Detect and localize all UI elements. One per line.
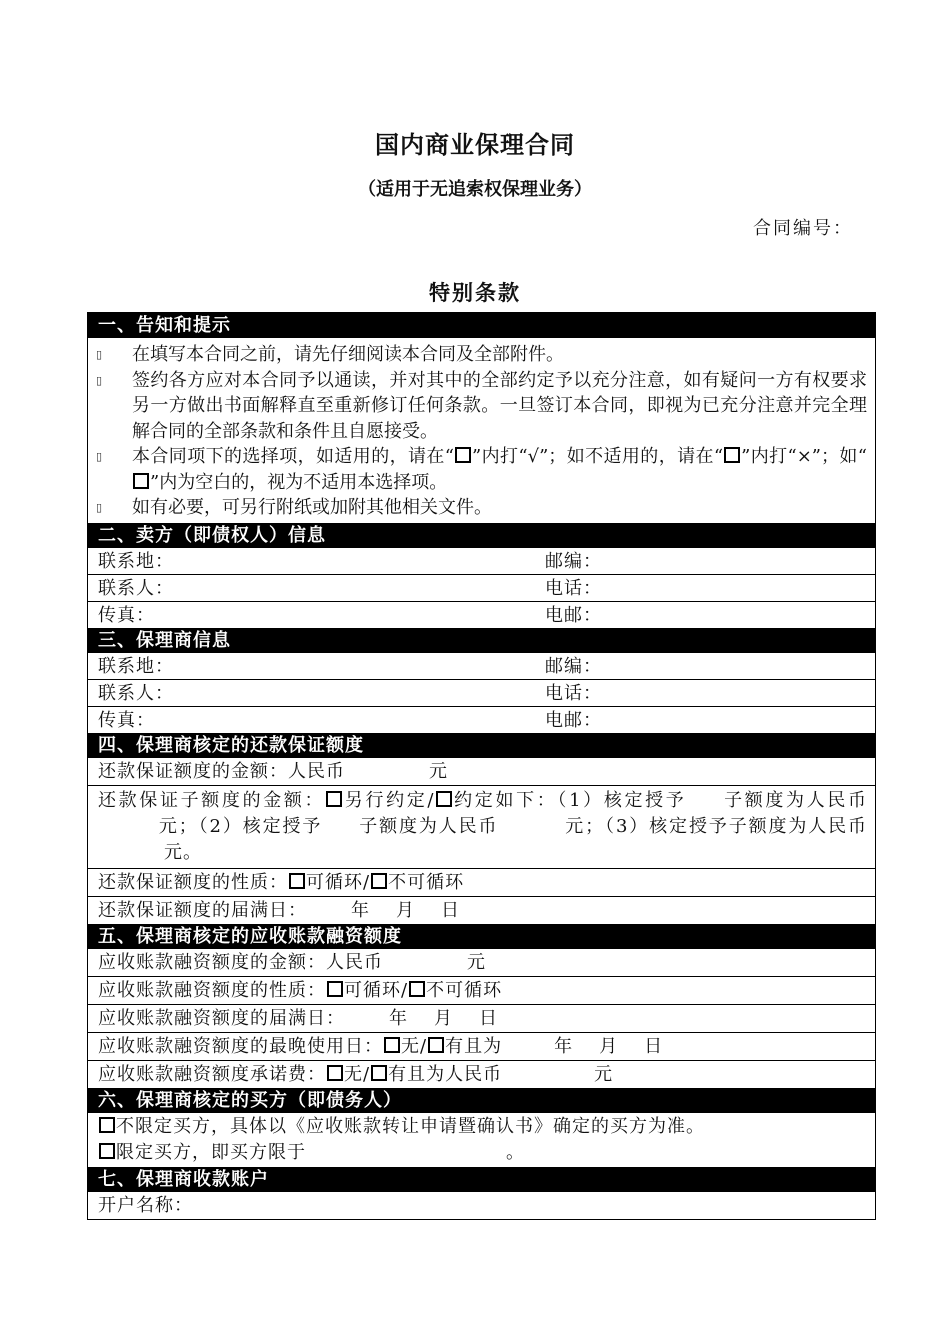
checkbox-icon[interactable]	[409, 981, 425, 997]
checkbox-icon[interactable]	[327, 981, 343, 997]
seller-contact-field[interactable]: 联系人：	[98, 577, 174, 599]
checkbox-icon[interactable]	[326, 791, 342, 807]
factor-address-field[interactable]: 联系地：	[98, 655, 174, 677]
guarantee-sublimit-row: 还款保证子额度的金额： 另行约定/ 约定如下：（1）核定授予 子额度为人民币元；（2）核定授予 子额度为人民币 元；（3）核定授予子额度为人民币元。	[88, 786, 875, 869]
checkbox-icon	[133, 473, 149, 489]
checkbox-icon[interactable]	[371, 1065, 387, 1081]
checkbox-icon[interactable]	[289, 873, 305, 889]
factor-row-contact	[88, 680, 875, 707]
buyer-options	[88, 1113, 875, 1167]
factor-phone-field[interactable]: 电话：	[545, 682, 602, 704]
checkbox-icon	[724, 447, 740, 463]
notice-item: ▯ 签约各方应对本合同予以通读，并对其中的全部约定予以充分注意，如有疑问一方有权要求另一方做出书面解释直至重新修订任何条款。一旦签订本合同，即视为已充分注意并完全理解合同的全部条款和条件且自愿接受。	[96, 369, 867, 442]
buyer-option-limited[interactable]: 限定买方，即买方限于 。	[98, 1140, 867, 1166]
bullet-icon: ▯	[96, 450, 103, 463]
seller-fax-field[interactable]: 传真：	[98, 604, 155, 626]
section-buyer-header: 六、保理商核定的买方（即债务人）	[88, 1088, 875, 1113]
financing-fee-row: 应收账款融资额度承诺费： 无/ 有且为人民币 元	[98, 1063, 614, 1085]
contract-number-label: 合同编号：	[753, 218, 853, 239]
account-name-row	[88, 1192, 875, 1219]
bullet-icon: ▯	[96, 501, 103, 514]
financing-nature-row: 应收账款融资额度的性质： 可循环/ 不可循环	[88, 977, 875, 1005]
factor-fax-field[interactable]: 传真：	[98, 709, 155, 731]
seller-row-fax	[88, 602, 875, 628]
special-terms-heading: 特别条款	[429, 280, 521, 305]
notice-item: ▯ 如有必要，可另行附纸或加附其他相关文件。	[96, 495, 867, 521]
checkbox-icon[interactable]	[428, 1037, 444, 1053]
section-account-header: 七、保理商收款账户	[88, 1167, 875, 1192]
factor-row-fax	[88, 707, 875, 733]
notice-item: ▯ 在填写本合同之前，请先仔细阅读本合同及全部附件。	[96, 342, 867, 368]
section-factor-header: 三、保理商信息	[88, 628, 875, 653]
buyer-option-unlimited[interactable]: 不限定买方，具体以《应收账款转让申请暨确认书》确定的买方为准。	[98, 1114, 867, 1140]
document-subtitle: （适用于无追索权保理业务）	[358, 179, 592, 200]
financing-expiry-row: 应收账款融资额度的届满日： 年 月 日	[88, 1005, 875, 1033]
factor-row-address	[88, 653, 875, 680]
guarantee-amount-row: 还款保证额度的金额：人民币 元	[88, 758, 875, 786]
seller-address-field[interactable]: 联系地：	[98, 550, 174, 572]
checkbox-icon[interactable]	[371, 873, 387, 889]
checkbox-icon[interactable]	[327, 1065, 343, 1081]
document-title: 国内商业保理合同	[375, 130, 575, 159]
financing-amount-row: 应收账款融资额度的金额：人民币 元	[88, 949, 875, 977]
section-guarantee-limit-header: 四、保理商核定的还款保证额度	[88, 733, 875, 758]
section-financing-limit-header: 五、保理商核定的应收账款融资额度	[88, 924, 875, 949]
special-terms-form	[87, 312, 876, 1220]
seller-email-field[interactable]: 电邮：	[545, 604, 602, 626]
account-name-field[interactable]: 开户名称：	[98, 1194, 193, 1216]
seller-row-contact	[88, 575, 875, 602]
seller-postcode-field[interactable]: 邮编：	[545, 550, 602, 572]
section-notice-header: 一、告知和提示	[88, 313, 875, 338]
bullet-icon: ▯	[96, 373, 103, 387]
checkbox-icon[interactable]	[436, 791, 452, 807]
checkbox-icon[interactable]	[99, 1117, 115, 1133]
checkbox-icon[interactable]	[384, 1037, 400, 1053]
seller-row-address	[88, 548, 875, 575]
seller-phone-field[interactable]: 电话：	[545, 577, 602, 599]
checkbox-icon	[455, 447, 471, 463]
section-seller-header: 二、卖方（即债权人）信息	[88, 523, 875, 548]
factor-email-field[interactable]: 电邮：	[545, 709, 602, 731]
guarantee-nature-row: 还款保证额度的性质： 可循环/ 不可循环	[88, 869, 875, 897]
notice-item: ▯ 本合同项下的选择项，如适用的，请在“ ”内打“√”；如不适用的，请在“ ”内打“×”；如“”内为空白的，视为不适用本选择项。	[96, 446, 868, 493]
financing-latest-use-row: 应收账款融资额度的最晚使用日： 无/ 有且为 年 月 日	[88, 1033, 875, 1061]
bullet-icon: ▯	[96, 348, 103, 361]
factor-postcode-field[interactable]: 邮编：	[545, 655, 602, 677]
guarantee-expiry-row: 还款保证额度的届满日： 年 月 日	[98, 899, 460, 921]
checkbox-icon[interactable]	[99, 1143, 115, 1159]
factor-contact-field[interactable]: 联系人：	[98, 682, 174, 704]
notice-list	[88, 338, 875, 523]
